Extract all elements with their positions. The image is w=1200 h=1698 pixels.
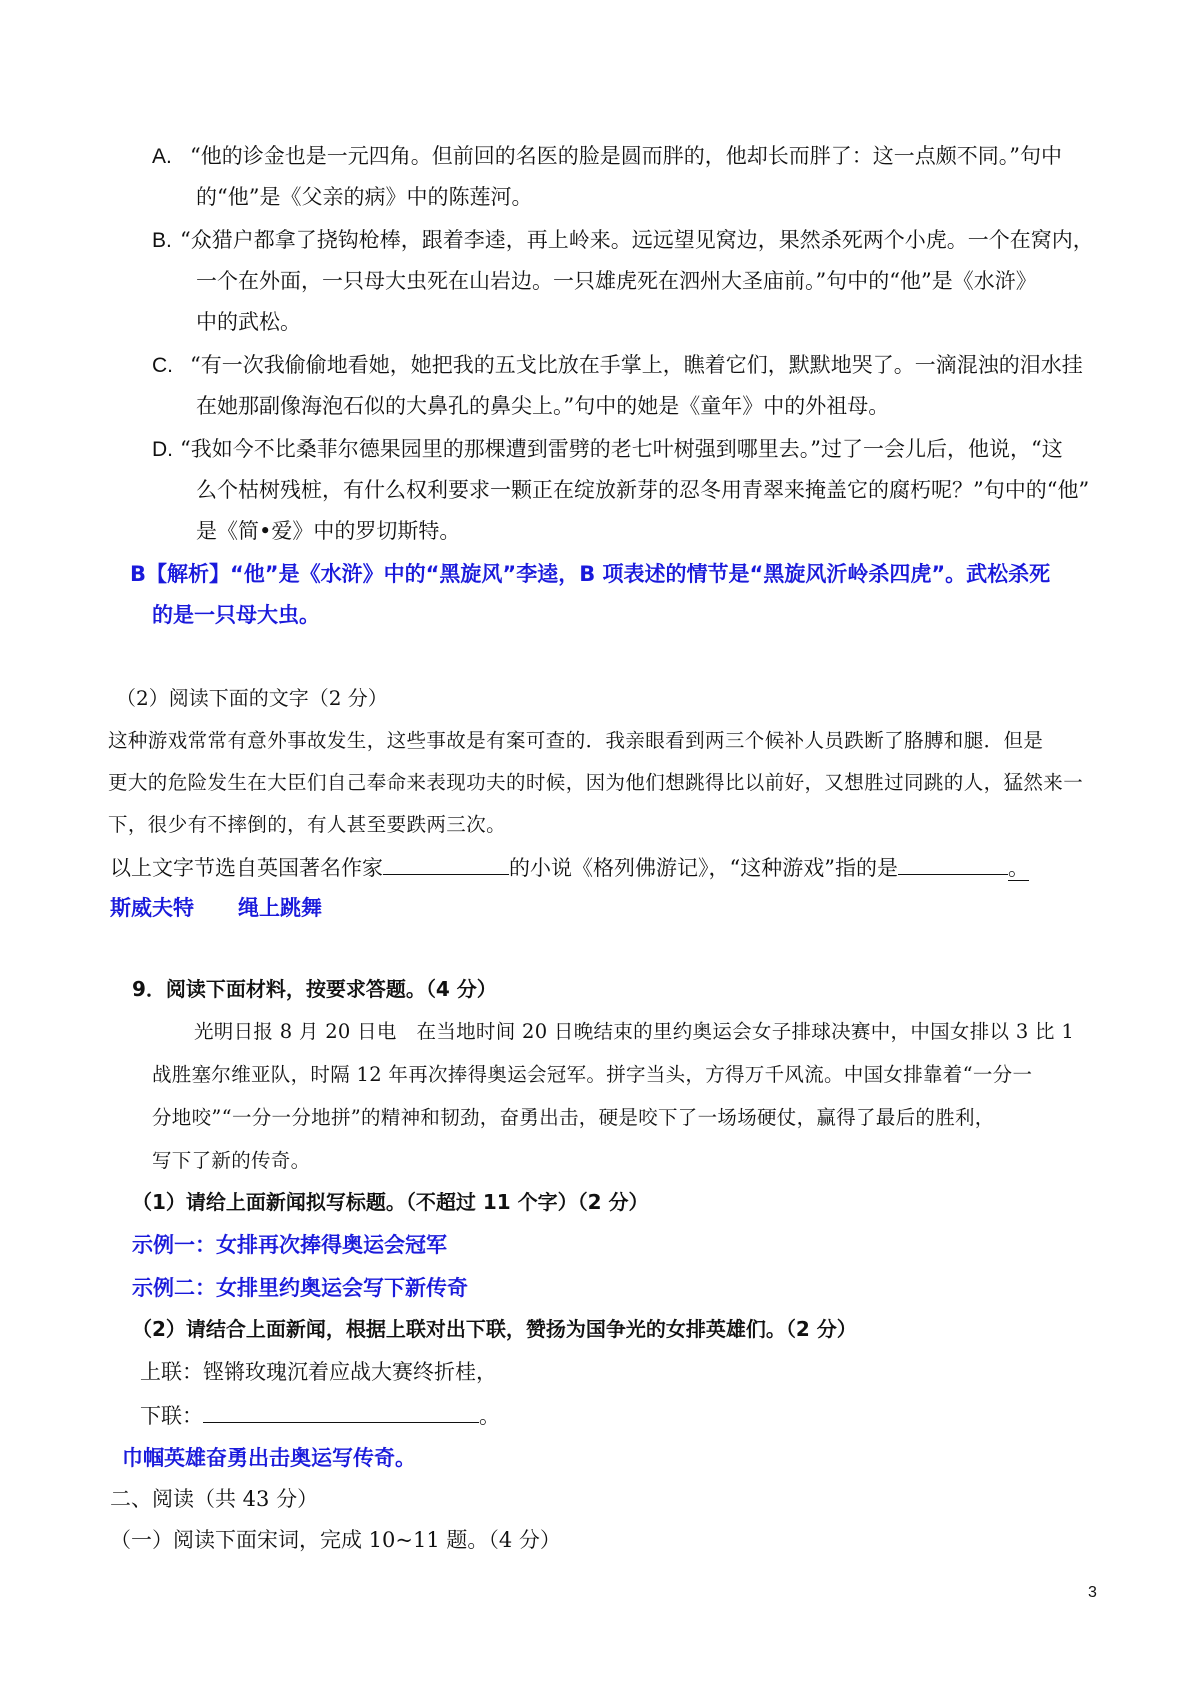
option-d-text1: “我如今不比桑菲尔德果园里的那棵遭到雷劈的老七叶树强到哪里去。”过了一会儿后，他说，“这 [180, 437, 1063, 461]
q9-lower-label: 下联： [140, 1404, 203, 1428]
fill-blank-lower-couplet[interactable] [203, 1400, 479, 1423]
q8-2-question-part2: 的小说《格列佛游记》，“这种游戏”指的是 [509, 856, 898, 880]
fill-blank-game[interactable] [898, 852, 1008, 875]
q9-lower-end: 。 [479, 1404, 500, 1428]
section2-title: 二、阅读（共 43 分） [110, 1487, 319, 1511]
option-d-line1 [152, 434, 1063, 465]
option-b-line2: 一个在外面，一只母大虫死在山岩边。一只雄虎死在泗州大圣庙前。”句中的“他”是《水浒》 [196, 269, 1037, 293]
q9-answer: 巾帼英雄奋勇出击奥运写传奇。 [122, 1446, 416, 1470]
option-b-text1: “众猎户都拿了挠钩枪棒，跟着李逵，再上岭来。远远望见窝边，果然杀死两个小虎。一个在窝内， [180, 228, 1094, 252]
q9-heading: 9．阅读下面材料，按要求答题。（4 分） [132, 977, 497, 1001]
q9-news-line1: 光明日报 8 月 20 日电 在当地时间 20 日晚结束的里约奥运会女子排球决赛中，中国女排以 3 比 1 [194, 1020, 1075, 1043]
option-c-letter: C. [152, 354, 173, 377]
q9-sub1: （1）请给上面新闻拟写标题。（不超过 11 个字）（2 分） [132, 1190, 649, 1214]
q9-news-line3: 分地咬”“一分一分地拼”的精神和韧劲，奋勇出击，硬是咬下了一场场硬仗，赢得了最后的胜利， [152, 1106, 995, 1129]
q9-upper-couplet: 上联：铿锵玫瑰沉着应战大赛终折桂， [140, 1360, 497, 1384]
q9-example2: 示例二：女排里约奥运会写下新传奇 [132, 1276, 468, 1300]
option-d-line3: 是《简•爱》中的罗切斯特。 [196, 519, 461, 543]
q8-2-answer-author: 斯威夫特 [110, 896, 194, 920]
option-c-text1: “有一次我偷偷地看她，她把我的五戈比放在手掌上，瞧着它们，默默地哭了。一滴混浊的泪水挂 [190, 353, 1083, 377]
option-d-letter: D. [152, 438, 173, 461]
section2-sub: （一）阅读下面宋词，完成 10~11 题。（4 分） [110, 1528, 561, 1552]
q8-2-passage-line2: 更大的危险发生在大臣们自己奉命来表现功夫的时候，因为他们想跳得比以前好，又想胜过同跳的人，猛然来一 [108, 771, 1084, 794]
q9-sub2: （2）请结合上面新闻，根据上联对出下联，赞扬为国争光的女排英雄们。（2 分） [132, 1317, 857, 1341]
q8-1-answer-line2: 的是一只母大虫。 [152, 603, 320, 627]
option-a-line1 [152, 141, 1062, 172]
option-c-line1 [152, 350, 1083, 381]
q8-2-question [110, 852, 1029, 883]
option-a-letter: A. [152, 145, 172, 168]
q8-2-heading: （2）阅读下面的文字（2 分） [116, 686, 388, 710]
q8-2-question-part1: 以上文字节选自英国著名作家 [110, 856, 383, 880]
q8-2-answer [110, 893, 322, 923]
option-a-line2: 的“他”是《父亲的病》中的陈莲河。 [196, 185, 533, 209]
q9-example1: 示例一：女排再次捧得奥运会冠军 [132, 1233, 447, 1257]
fill-blank-author[interactable] [383, 852, 509, 875]
q9-news-line4: 写下了新的传奇。 [152, 1149, 311, 1172]
option-d-line2: 么个枯树残桩，有什么权利要求一颗正在绽放新芽的忍冬用青翠来掩盖它的腐朽呢？”句中的“他” [196, 478, 1090, 502]
page-number: 3 [1088, 1584, 1097, 1601]
option-b-line1 [152, 225, 1094, 256]
q8-2-answer-game: 绳上跳舞 [238, 896, 322, 920]
q8-2-question-part3: 。 [1007, 856, 1029, 880]
q8-2-passage-line1: 这种游戏常常有意外事故发生，这些事故是有案可查的．我亲眼看到两三个候补人员跌断了胳膊和腿．但是 [108, 729, 1044, 752]
q9-lower-couplet [140, 1400, 500, 1431]
q8-1-answer-line1: B【解析】“他”是《水浒》中的“黑旋风”李逵，B 项表述的情节是“黑旋风沂岭杀四虎”。武松杀死 [130, 562, 1051, 586]
q9-news-line2: 战胜塞尔维亚队，时隔 12 年再次捧得奥运会冠军。拼字当头，方得万千风流。中国女排靠着“一分一 [152, 1063, 1033, 1086]
option-a-text1: “他的诊金也是一元四角。但前回的名医的脸是圆而胖的，他却长而胖了：这一点颇不同。”句中 [190, 144, 1062, 168]
q8-2-passage-line3: 下，很少有不摔倒的，有人甚至要跌两三次。 [108, 813, 507, 836]
option-b-letter: B. [152, 229, 172, 252]
option-c-line2: 在她那副像海泡石似的大鼻孔的鼻尖上。”句中的她是《童年》中的外祖母。 [196, 394, 890, 418]
option-b-line3: 中的武松。 [196, 310, 301, 334]
